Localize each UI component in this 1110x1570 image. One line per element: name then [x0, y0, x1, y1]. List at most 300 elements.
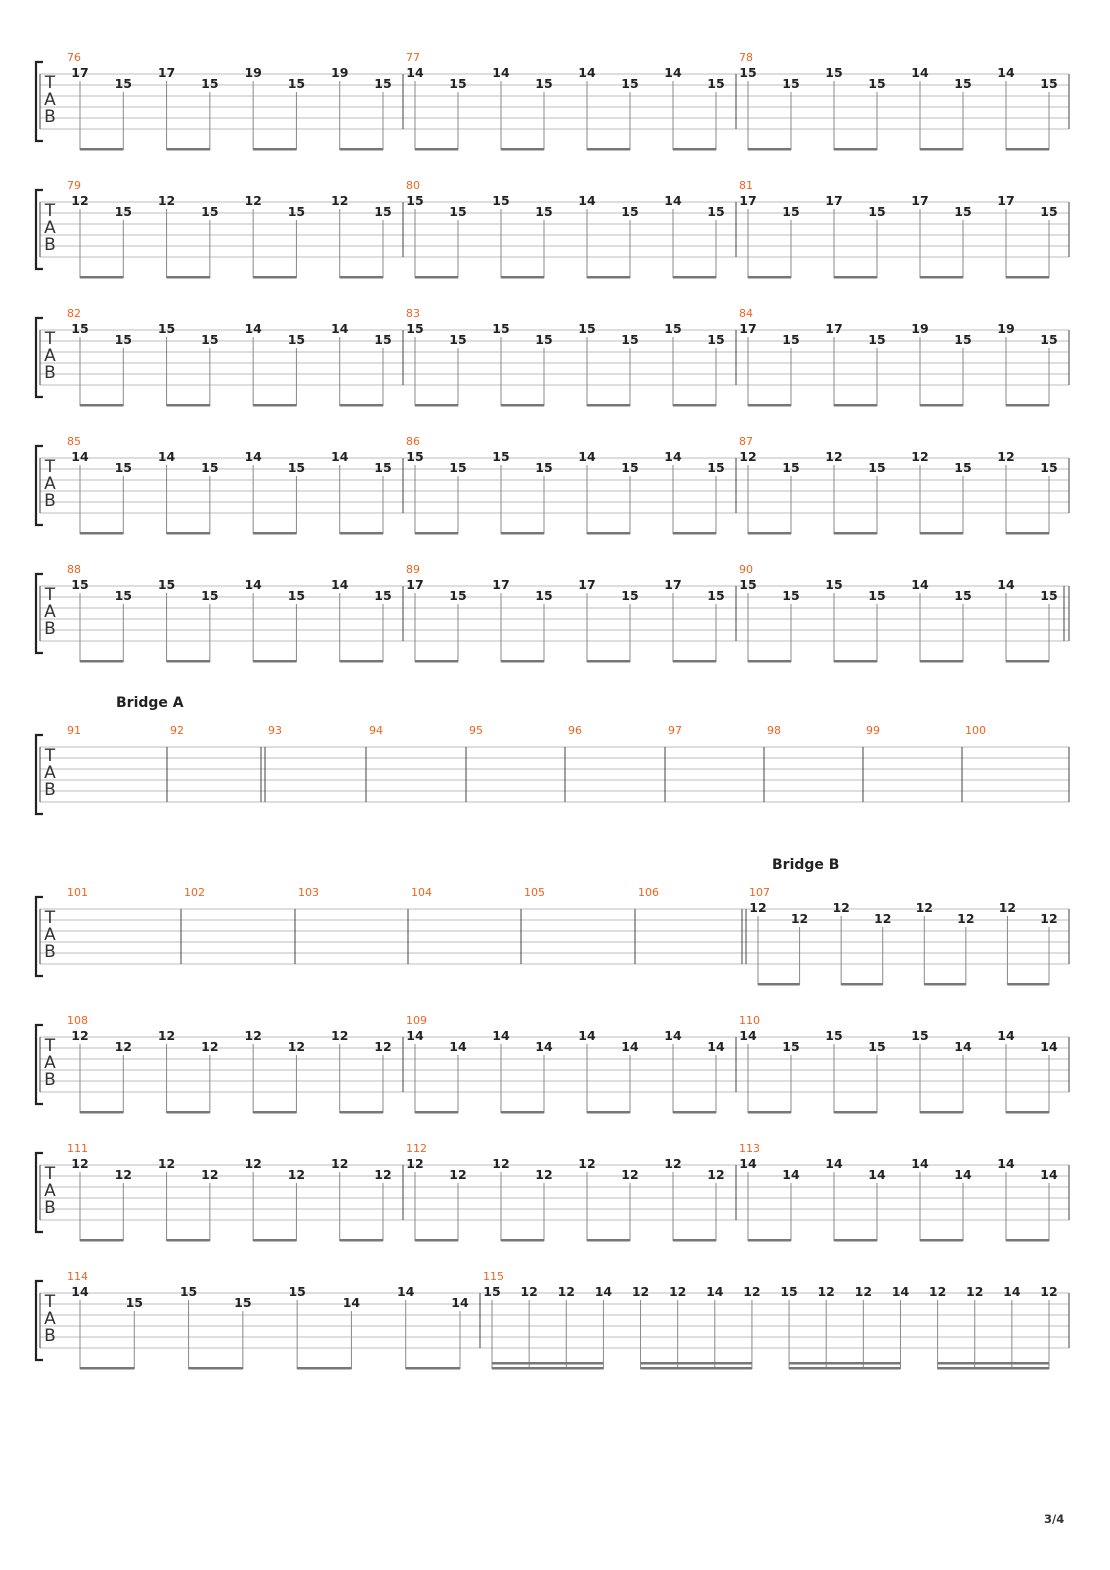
note-beam: [587, 660, 630, 663]
fret-number: 12: [874, 911, 892, 926]
tab-clef-letter: B: [44, 1326, 56, 1346]
fret-number: 17: [825, 321, 843, 336]
measure-number: 99: [866, 724, 880, 737]
note-beam: [1006, 148, 1049, 151]
fret-number: 15: [782, 588, 800, 603]
fret-number: 14: [868, 1167, 886, 1182]
fret-number: 12: [997, 449, 1015, 464]
note-beam: [1006, 276, 1049, 279]
note-beam: [415, 276, 458, 279]
note-beam: [340, 1239, 383, 1242]
fret-number: 14: [954, 1167, 972, 1182]
measure-number: 105: [524, 886, 545, 899]
fret-number: 17: [578, 577, 596, 592]
fret-number: 15: [406, 193, 424, 208]
note-beam: [167, 276, 210, 279]
fret-number: 14: [954, 1039, 972, 1054]
note-beam: [920, 532, 963, 535]
tab-clef-letter: A: [44, 1309, 56, 1329]
fret-number: 12: [966, 1284, 984, 1299]
note-beam: [167, 148, 210, 151]
note-beam: [673, 660, 716, 663]
note-beam: [834, 276, 877, 279]
fret-number: 14: [594, 1284, 613, 1299]
note-beam: [501, 148, 544, 151]
fret-number: 15: [621, 204, 639, 219]
tab-clef-letter: T: [44, 73, 56, 93]
note-beam: [340, 276, 383, 279]
fret-number: 15: [201, 460, 219, 475]
note-beam: [340, 148, 383, 151]
note-beam: [673, 404, 716, 407]
fret-number: 15: [374, 332, 392, 347]
fret-number: 19: [244, 65, 262, 80]
tab-clef-letter: T: [44, 585, 56, 605]
fret-number: 14: [739, 1028, 757, 1043]
fret-number: 12: [1040, 911, 1058, 926]
fret-number: 12: [449, 1167, 467, 1182]
note-beam: [924, 983, 966, 986]
note-beam: [501, 660, 544, 663]
note-beam: [834, 1239, 877, 1242]
note-beam: [501, 532, 544, 535]
fret-number: 15: [739, 577, 757, 592]
fret-number: 15: [201, 332, 219, 347]
fret-number: 15: [868, 76, 886, 91]
fret-number: 15: [201, 204, 219, 219]
fret-number: 15: [114, 204, 132, 219]
measure-number: 106: [638, 886, 659, 899]
note-beam: [587, 148, 630, 151]
page-number: 3/4: [1044, 1512, 1065, 1526]
fret-number: 15: [71, 321, 89, 336]
note-beam: [340, 1111, 383, 1114]
fret-number: 15: [825, 1028, 843, 1043]
fret-number: 14: [342, 1295, 361, 1310]
fret-number: 15: [157, 321, 176, 336]
note-beam: [189, 1367, 243, 1370]
note-beam: [80, 1239, 123, 1242]
note-beam: [253, 276, 296, 279]
fret-number: 15: [492, 449, 510, 464]
measure-number: 102: [184, 886, 205, 899]
fret-number: 14: [911, 1156, 929, 1171]
fret-number: 15: [449, 204, 467, 219]
fret-number: 14: [997, 65, 1015, 80]
note-beam: [415, 148, 458, 151]
fret-number: 15: [954, 588, 972, 603]
fret-number: 15: [954, 204, 972, 219]
fret-number: 12: [631, 1284, 650, 1299]
measure-number: 103: [298, 886, 319, 899]
fret-number: 15: [825, 577, 843, 592]
fret-number: 12: [331, 193, 349, 208]
note-beam: [1006, 404, 1049, 407]
fret-number: 15: [114, 76, 132, 91]
fret-number: 12: [331, 1156, 349, 1171]
tab-clef-letter: A: [44, 763, 56, 783]
measure-number: 80: [406, 179, 420, 192]
note-beam: [834, 532, 877, 535]
fret-number: 15: [449, 76, 467, 91]
tab-clef-letter: B: [44, 235, 56, 255]
fret-number: 15: [201, 588, 219, 603]
fret-number: 14: [244, 577, 262, 592]
tab-clef-letter: B: [44, 619, 56, 639]
note-beam: [748, 532, 791, 535]
fret-number: 17: [71, 65, 89, 80]
measure-number: 90: [739, 563, 753, 576]
fret-number: 14: [331, 321, 349, 336]
fret-number: 15: [782, 332, 800, 347]
fret-number: 12: [331, 1028, 349, 1043]
note-beam: [1006, 1239, 1049, 1242]
note-beam: [415, 532, 458, 535]
note-beam: [501, 1111, 544, 1114]
fret-number: 15: [954, 332, 972, 347]
note-beam: [587, 1239, 630, 1242]
fret-number: 12: [114, 1167, 132, 1182]
note-beam: [1006, 1111, 1049, 1114]
fret-number: 15: [449, 588, 467, 603]
fret-number: 15: [664, 321, 682, 336]
fret-number: 14: [244, 321, 262, 336]
note-beam: [80, 532, 123, 535]
tab-clef-letter: B: [44, 780, 56, 800]
fret-number: 14: [492, 65, 510, 80]
note-beam: [841, 983, 883, 986]
fret-number: 14: [1040, 1167, 1058, 1182]
note-beam: [80, 148, 123, 151]
fret-number: 12: [825, 449, 843, 464]
tab-clef-letter: B: [44, 107, 56, 127]
fret-number: 15: [782, 76, 800, 91]
fret-number: 14: [449, 1039, 467, 1054]
fret-number: 12: [707, 1167, 725, 1182]
fret-number: 17: [911, 193, 929, 208]
fret-number: 15: [868, 460, 886, 475]
measure-number: 93: [268, 724, 282, 737]
fret-number: 14: [244, 449, 262, 464]
note-beam-secondary: [641, 1362, 752, 1365]
fret-number: 12: [114, 1039, 132, 1054]
note-beam: [297, 1367, 351, 1370]
fret-number: 12: [287, 1039, 306, 1054]
fret-number: 14: [157, 449, 176, 464]
fret-number: 15: [201, 76, 219, 91]
fret-number: 12: [928, 1284, 947, 1299]
note-beam: [253, 1239, 296, 1242]
note-beam: [920, 404, 963, 407]
fret-number: 15: [739, 65, 757, 80]
fret-number: 15: [535, 460, 553, 475]
note-beam: [748, 1239, 791, 1242]
fret-number: 15: [157, 577, 176, 592]
fret-number: 14: [406, 65, 424, 80]
fret-number: 15: [868, 332, 886, 347]
fret-number: 17: [492, 577, 510, 592]
fret-number: 14: [535, 1039, 553, 1054]
note-beam: [748, 148, 791, 151]
measure-number: 79: [67, 179, 81, 192]
fret-number: 15: [535, 332, 553, 347]
note-beam: [920, 1239, 963, 1242]
fret-number: 17: [739, 321, 757, 336]
fret-number: 12: [492, 1156, 510, 1171]
note-beam: [415, 1239, 458, 1242]
note-beam: [834, 1111, 877, 1114]
fret-number: 14: [578, 449, 596, 464]
fret-number: 12: [1040, 1284, 1058, 1299]
fret-number: 15: [1040, 588, 1058, 603]
tab-clef-letter: T: [44, 329, 56, 349]
fret-number: 12: [201, 1039, 219, 1054]
note-beam: [673, 1111, 716, 1114]
note-beam: [673, 1239, 716, 1242]
fret-number: 12: [157, 193, 176, 208]
fret-number: 14: [451, 1295, 469, 1310]
fret-number: 12: [817, 1284, 835, 1299]
note-beam: [673, 532, 716, 535]
measure-number: 115: [483, 1270, 504, 1283]
fret-number: 14: [578, 1028, 596, 1043]
note-beam: [748, 660, 791, 663]
fret-number: 17: [406, 577, 424, 592]
fret-number: 14: [911, 65, 929, 80]
note-beam: [587, 1111, 630, 1114]
measure-number: 92: [170, 724, 184, 737]
note-beam: [1007, 983, 1049, 986]
fret-number: 15: [707, 588, 725, 603]
note-beam: [834, 404, 877, 407]
fret-number: 14: [825, 1156, 843, 1171]
measure-number: 110: [739, 1014, 760, 1027]
note-beam: [80, 1111, 123, 1114]
fret-number: 15: [125, 1295, 143, 1310]
tab-clef-letter: A: [44, 90, 56, 110]
fret-number: 14: [997, 577, 1015, 592]
fret-number: 15: [535, 76, 553, 91]
measure-number: 83: [406, 307, 420, 320]
fret-number: 14: [492, 1028, 510, 1043]
measure-number: 76: [67, 51, 81, 64]
fret-number: 12: [157, 1028, 176, 1043]
fret-number: 17: [997, 193, 1015, 208]
fret-number: 15: [707, 76, 725, 91]
fret-number: 12: [854, 1284, 873, 1299]
fret-number: 15: [114, 588, 132, 603]
fret-number: 15: [707, 204, 725, 219]
fret-number: 17: [739, 193, 757, 208]
note-beam: [920, 660, 963, 663]
note-beam: [253, 404, 296, 407]
fret-number: 12: [244, 193, 262, 208]
fret-number: 15: [825, 65, 843, 80]
note-beam: [340, 660, 383, 663]
note-beam: [501, 1239, 544, 1242]
note-beam-secondary: [492, 1362, 603, 1365]
fret-number: 14: [664, 65, 682, 80]
tab-clef-letter: T: [44, 1036, 56, 1056]
fret-number: 15: [954, 76, 972, 91]
note-beam: [501, 404, 544, 407]
measure-number: 82: [67, 307, 81, 320]
fret-number: 15: [782, 460, 800, 475]
note-beam: [167, 532, 210, 535]
note-beam: [748, 276, 791, 279]
fret-number: 14: [578, 193, 596, 208]
fret-number: 15: [535, 204, 553, 219]
fret-number: 14: [621, 1039, 639, 1054]
fret-number: 12: [71, 1028, 89, 1043]
fret-number: 14: [664, 449, 682, 464]
fret-number: 15: [707, 460, 725, 475]
fret-number: 15: [483, 1284, 501, 1299]
fret-number: 12: [557, 1284, 575, 1299]
tab-clef-letter: T: [44, 746, 56, 766]
note-beam: [492, 1367, 603, 1370]
fret-number: 15: [114, 332, 132, 347]
section-label: Bridge A: [116, 695, 184, 711]
note-beam: [415, 1111, 458, 1114]
note-beam: [415, 404, 458, 407]
measure-number: 84: [739, 307, 753, 320]
fret-number: 17: [157, 65, 176, 80]
fret-number: 12: [535, 1167, 553, 1182]
measure-number: 89: [406, 563, 420, 576]
note-beam: [80, 404, 123, 407]
fret-number: 15: [1040, 332, 1058, 347]
fret-number: 17: [825, 193, 843, 208]
fret-number: 15: [287, 588, 306, 603]
measure-number: 81: [739, 179, 753, 192]
note-beam: [167, 404, 210, 407]
note-beam: [938, 1367, 1049, 1370]
measure-number: 98: [767, 724, 781, 737]
note-beam: [1006, 660, 1049, 663]
measure-number: 97: [668, 724, 682, 737]
fret-number: 14: [397, 1284, 415, 1299]
fret-number: 14: [664, 193, 682, 208]
measure-number: 86: [406, 435, 420, 448]
fret-number: 15: [449, 332, 467, 347]
section-label: Bridge B: [772, 857, 840, 873]
measure-number: 87: [739, 435, 753, 448]
fret-number: 15: [287, 76, 306, 91]
fret-number: 12: [406, 1156, 424, 1171]
tab-clef-letter: T: [44, 1164, 56, 1184]
measure-number: 113: [739, 1142, 760, 1155]
fret-number: 15: [868, 588, 886, 603]
fret-number: 15: [492, 321, 510, 336]
measure-number: 112: [406, 1142, 427, 1155]
tab-clef-letter: B: [44, 1198, 56, 1218]
note-beam: [253, 148, 296, 151]
note-beam: [789, 1367, 900, 1370]
measure-number: 108: [67, 1014, 88, 1027]
fret-number: 15: [868, 1039, 886, 1054]
fret-number: 14: [911, 577, 929, 592]
note-beam: [920, 148, 963, 151]
fret-number: 12: [739, 449, 757, 464]
note-beam: [1006, 532, 1049, 535]
fret-number: 14: [997, 1156, 1015, 1171]
fret-number: 12: [374, 1039, 392, 1054]
fret-number: 14: [71, 449, 89, 464]
fret-number: 15: [780, 1284, 798, 1299]
measure-number: 85: [67, 435, 81, 448]
fret-number: 12: [957, 911, 975, 926]
note-beam: [673, 148, 716, 151]
fret-number: 15: [179, 1284, 198, 1299]
measure-number: 96: [568, 724, 582, 737]
fret-number: 15: [911, 1028, 929, 1043]
note-beam: [340, 532, 383, 535]
tab-clef-letter: A: [44, 474, 56, 494]
fret-number: 12: [668, 1284, 687, 1299]
measure-number: 77: [406, 51, 420, 64]
note-beam: [406, 1367, 460, 1370]
fret-number: 15: [234, 1295, 252, 1310]
fret-number: 19: [911, 321, 929, 336]
tab-clef-letter: B: [44, 942, 56, 962]
fret-number: 15: [114, 460, 132, 475]
fret-number: 15: [621, 460, 639, 475]
fret-number: 12: [71, 193, 89, 208]
measure-number: 101: [67, 886, 88, 899]
fret-number: 15: [374, 76, 392, 91]
fret-number: 15: [449, 460, 467, 475]
fret-number: 15: [374, 204, 392, 219]
fret-number: 15: [868, 204, 886, 219]
measure-number: 107: [749, 886, 770, 899]
fret-number: 15: [782, 1039, 800, 1054]
note-beam: [641, 1367, 752, 1370]
fret-number: 12: [244, 1156, 262, 1171]
tab-clef-letter: A: [44, 218, 56, 238]
fret-number: 15: [535, 588, 553, 603]
measure-number: 91: [67, 724, 81, 737]
note-beam: [340, 404, 383, 407]
fret-number: 14: [1003, 1284, 1021, 1299]
fret-number: 15: [288, 1284, 306, 1299]
fret-number: 15: [374, 460, 392, 475]
note-beam: [415, 660, 458, 663]
note-beam: [167, 1239, 210, 1242]
fret-number: 15: [287, 204, 306, 219]
note-beam: [920, 1111, 963, 1114]
fret-number: 12: [71, 1156, 89, 1171]
note-beam: [748, 404, 791, 407]
note-beam: [167, 660, 210, 663]
fret-number: 12: [520, 1284, 538, 1299]
note-beam: [80, 276, 123, 279]
fret-number: 14: [707, 1039, 725, 1054]
fret-number: 14: [664, 1028, 682, 1043]
fret-number: 12: [664, 1156, 682, 1171]
fret-number: 12: [832, 900, 850, 915]
fret-number: 15: [406, 321, 424, 336]
note-beam: [834, 660, 877, 663]
fret-number: 14: [706, 1284, 724, 1299]
fret-number: 12: [201, 1167, 219, 1182]
note-beam: [920, 276, 963, 279]
fret-number: 14: [739, 1156, 757, 1171]
fret-number: 15: [1040, 76, 1058, 91]
note-beam-secondary: [789, 1362, 900, 1365]
fret-number: 15: [621, 76, 639, 91]
note-beam-secondary: [938, 1362, 1049, 1365]
